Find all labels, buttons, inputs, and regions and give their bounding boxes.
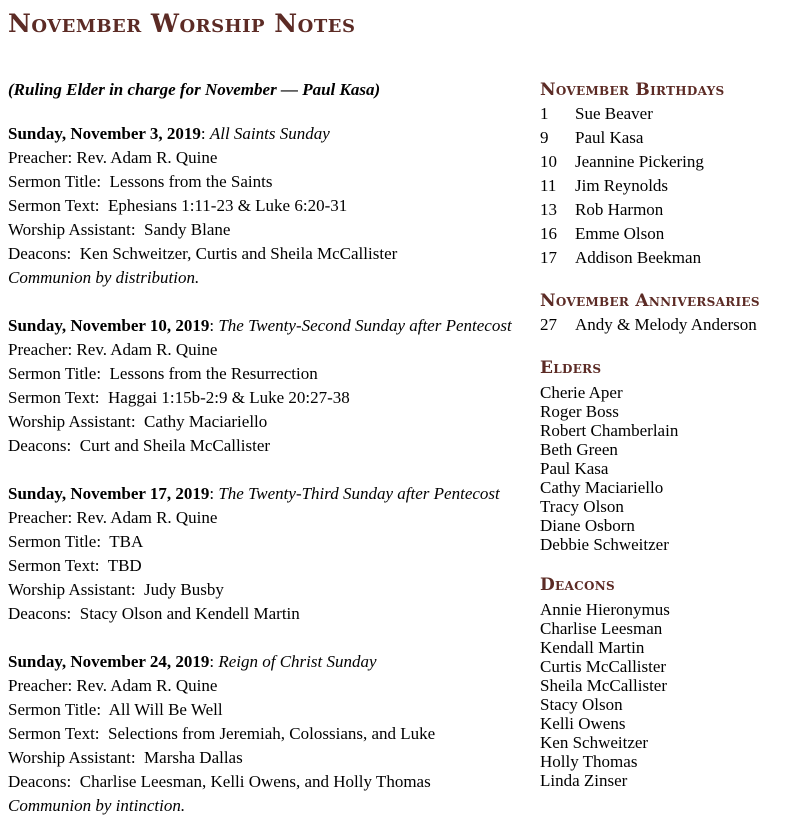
deacon-name: Linda Zinser xyxy=(540,771,628,790)
birthday-day: 1 xyxy=(540,104,549,123)
birthday-day: 13 xyxy=(540,200,557,219)
deacon-name: Kendall Martin xyxy=(540,638,645,657)
elder-name: Robert Chamberlain xyxy=(540,421,679,440)
worship-assistant-line: Worship Assistant: Marsha Dallas xyxy=(8,748,243,767)
sermon-title-line: Sermon Title: TBA xyxy=(8,532,144,551)
content-columns xyxy=(8,78,800,818)
worship-assistant-line: Worship Assistant: Sandy Blane xyxy=(8,220,231,239)
anniversary-entry xyxy=(540,313,796,337)
sermon-title-line: Sermon Title: Lessons from the Saints xyxy=(8,172,273,191)
preacher-line: Preacher: Rev. Adam R. Quine xyxy=(8,340,218,359)
date-separator: : xyxy=(209,316,219,335)
deacons-list xyxy=(540,600,796,790)
birthday-day: 17 xyxy=(540,248,557,267)
birthday-entry xyxy=(540,102,796,126)
birthday-entry xyxy=(540,174,796,198)
sermon-text-line: Sermon Text: Ephesians 1:11-23 & Luke 6:20-31 xyxy=(8,196,348,215)
deacons-section xyxy=(540,573,796,790)
birthday-day: 10 xyxy=(540,152,557,171)
birthday-entry xyxy=(540,198,796,222)
birthday-name: Rob Harmon xyxy=(575,200,664,219)
birthdays-heading: November Birthdays xyxy=(540,80,725,100)
birthday-name: Addison Beekman xyxy=(575,248,702,267)
communion-note: Communion by intinction. xyxy=(8,796,186,815)
sermon-text-line: Sermon Text: Haggai 1:15b-2:9 & Luke 20:27-38 xyxy=(8,388,350,407)
birthday-name: Paul Kasa xyxy=(575,128,644,147)
deacons-line: Deacons: Ken Schweitzer, Curtis and Sheila McCallister xyxy=(8,244,398,263)
sermon-text-line: Sermon Text: Selections from Jeremiah, Colossians, and Luke xyxy=(8,724,436,743)
anniversaries-heading: November Anniversaries xyxy=(540,291,760,311)
date-separator: : xyxy=(200,124,210,143)
birthday-name: Jim Reynolds xyxy=(575,176,669,195)
anniversary-name: Andy & Melody Anderson xyxy=(575,315,757,334)
service-date-line xyxy=(8,314,540,338)
service-name: All Saints Sunday xyxy=(209,124,330,143)
sermon-text-line: Sermon Text: TBD xyxy=(8,556,142,575)
birthday-entry xyxy=(540,126,796,150)
deacon-name: Charlise Leesman xyxy=(540,619,663,638)
communion-note: Communion by distribution. xyxy=(8,268,200,287)
service-block-nov-17 xyxy=(8,482,540,626)
date-separator: : xyxy=(209,652,219,671)
sermon-title-line: Sermon Title: All Will Be Well xyxy=(8,700,223,719)
deacon-name: Holly Thomas xyxy=(540,752,638,771)
birthday-name: Emme Olson xyxy=(575,224,665,243)
service-date-line xyxy=(8,650,540,674)
deacon-name: Kelli Owens xyxy=(540,714,626,733)
service-name: The Twenty-Second Sunday after Pentecost xyxy=(218,316,512,335)
worship-assistant-line: Worship Assistant: Cathy Maciariello xyxy=(8,412,268,431)
birthday-entry xyxy=(540,150,796,174)
elder-name: Cathy Maciariello xyxy=(540,478,664,497)
lists-column xyxy=(540,78,796,809)
birthday-day: 9 xyxy=(540,128,549,147)
ruling-elder-note: (Ruling Elder in charge for November — Paul Kasa) xyxy=(8,80,381,99)
deacon-name: Sheila McCallister xyxy=(540,676,668,695)
anniversaries-section xyxy=(540,289,796,337)
service-date: Sunday, November 10, 2019 xyxy=(8,316,210,335)
birthday-name: Sue Beaver xyxy=(575,104,653,123)
service-date-line xyxy=(8,482,540,506)
service-date: Sunday, November 17, 2019 xyxy=(8,484,210,503)
service-block-nov-24 xyxy=(8,650,540,818)
deacon-name: Curtis McCallister xyxy=(540,657,667,676)
anniversary-day: 27 xyxy=(540,315,557,334)
deacon-name: Ken Schweitzer xyxy=(540,733,649,752)
birthday-entry xyxy=(540,246,796,270)
service-name: Reign of Christ Sunday xyxy=(218,652,377,671)
worship-notes-column xyxy=(8,78,540,818)
elder-name: Roger Boss xyxy=(540,402,619,421)
sermon-title-line: Sermon Title: Lessons from the Resurrection xyxy=(8,364,318,383)
service-block-nov-10 xyxy=(8,314,540,458)
date-separator: : xyxy=(209,484,219,503)
elders-section xyxy=(540,356,796,554)
service-block-nov-3 xyxy=(8,122,540,290)
service-date: Sunday, November 3, 2019 xyxy=(8,124,201,143)
deacons-line: Deacons: Charlise Leesman, Kelli Owens, and Holly Thomas xyxy=(8,772,431,791)
birthday-name: Jeannine Pickering xyxy=(575,152,704,171)
birthday-day: 11 xyxy=(540,176,557,195)
preacher-line: Preacher: Rev. Adam R. Quine xyxy=(8,676,218,695)
deacons-heading: Deacons xyxy=(540,575,615,595)
birthday-day: 16 xyxy=(540,224,557,243)
elders-heading: Elders xyxy=(540,358,602,378)
deacon-name: Annie Hieronymus xyxy=(540,600,670,619)
elder-name: Diane Osborn xyxy=(540,516,635,535)
elder-name: Debbie Schweitzer xyxy=(540,535,669,554)
elder-name: Paul Kasa xyxy=(540,459,609,478)
elder-name: Cherie Aper xyxy=(540,383,623,402)
preacher-line: Preacher: Rev. Adam R. Quine xyxy=(8,148,218,167)
page-title: November Worship Notes xyxy=(8,9,356,38)
birthdays-section xyxy=(540,78,796,270)
elders-list xyxy=(540,383,796,554)
elder-name: Beth Green xyxy=(540,440,618,459)
birthday-entry xyxy=(540,222,796,246)
deacons-line: Deacons: Stacy Olson and Kendell Martin xyxy=(8,604,300,623)
worship-assistant-line: Worship Assistant: Judy Busby xyxy=(8,580,224,599)
service-name: The Twenty-Third Sunday after Pentecost xyxy=(218,484,500,503)
service-date-line xyxy=(8,122,540,146)
preacher-line: Preacher: Rev. Adam R. Quine xyxy=(8,508,218,527)
service-date: Sunday, November 24, 2019 xyxy=(8,652,210,671)
deacon-name: Stacy Olson xyxy=(540,695,623,714)
deacons-line: Deacons: Curt and Sheila McCallister xyxy=(8,436,271,455)
elder-name: Tracy Olson xyxy=(540,497,624,516)
